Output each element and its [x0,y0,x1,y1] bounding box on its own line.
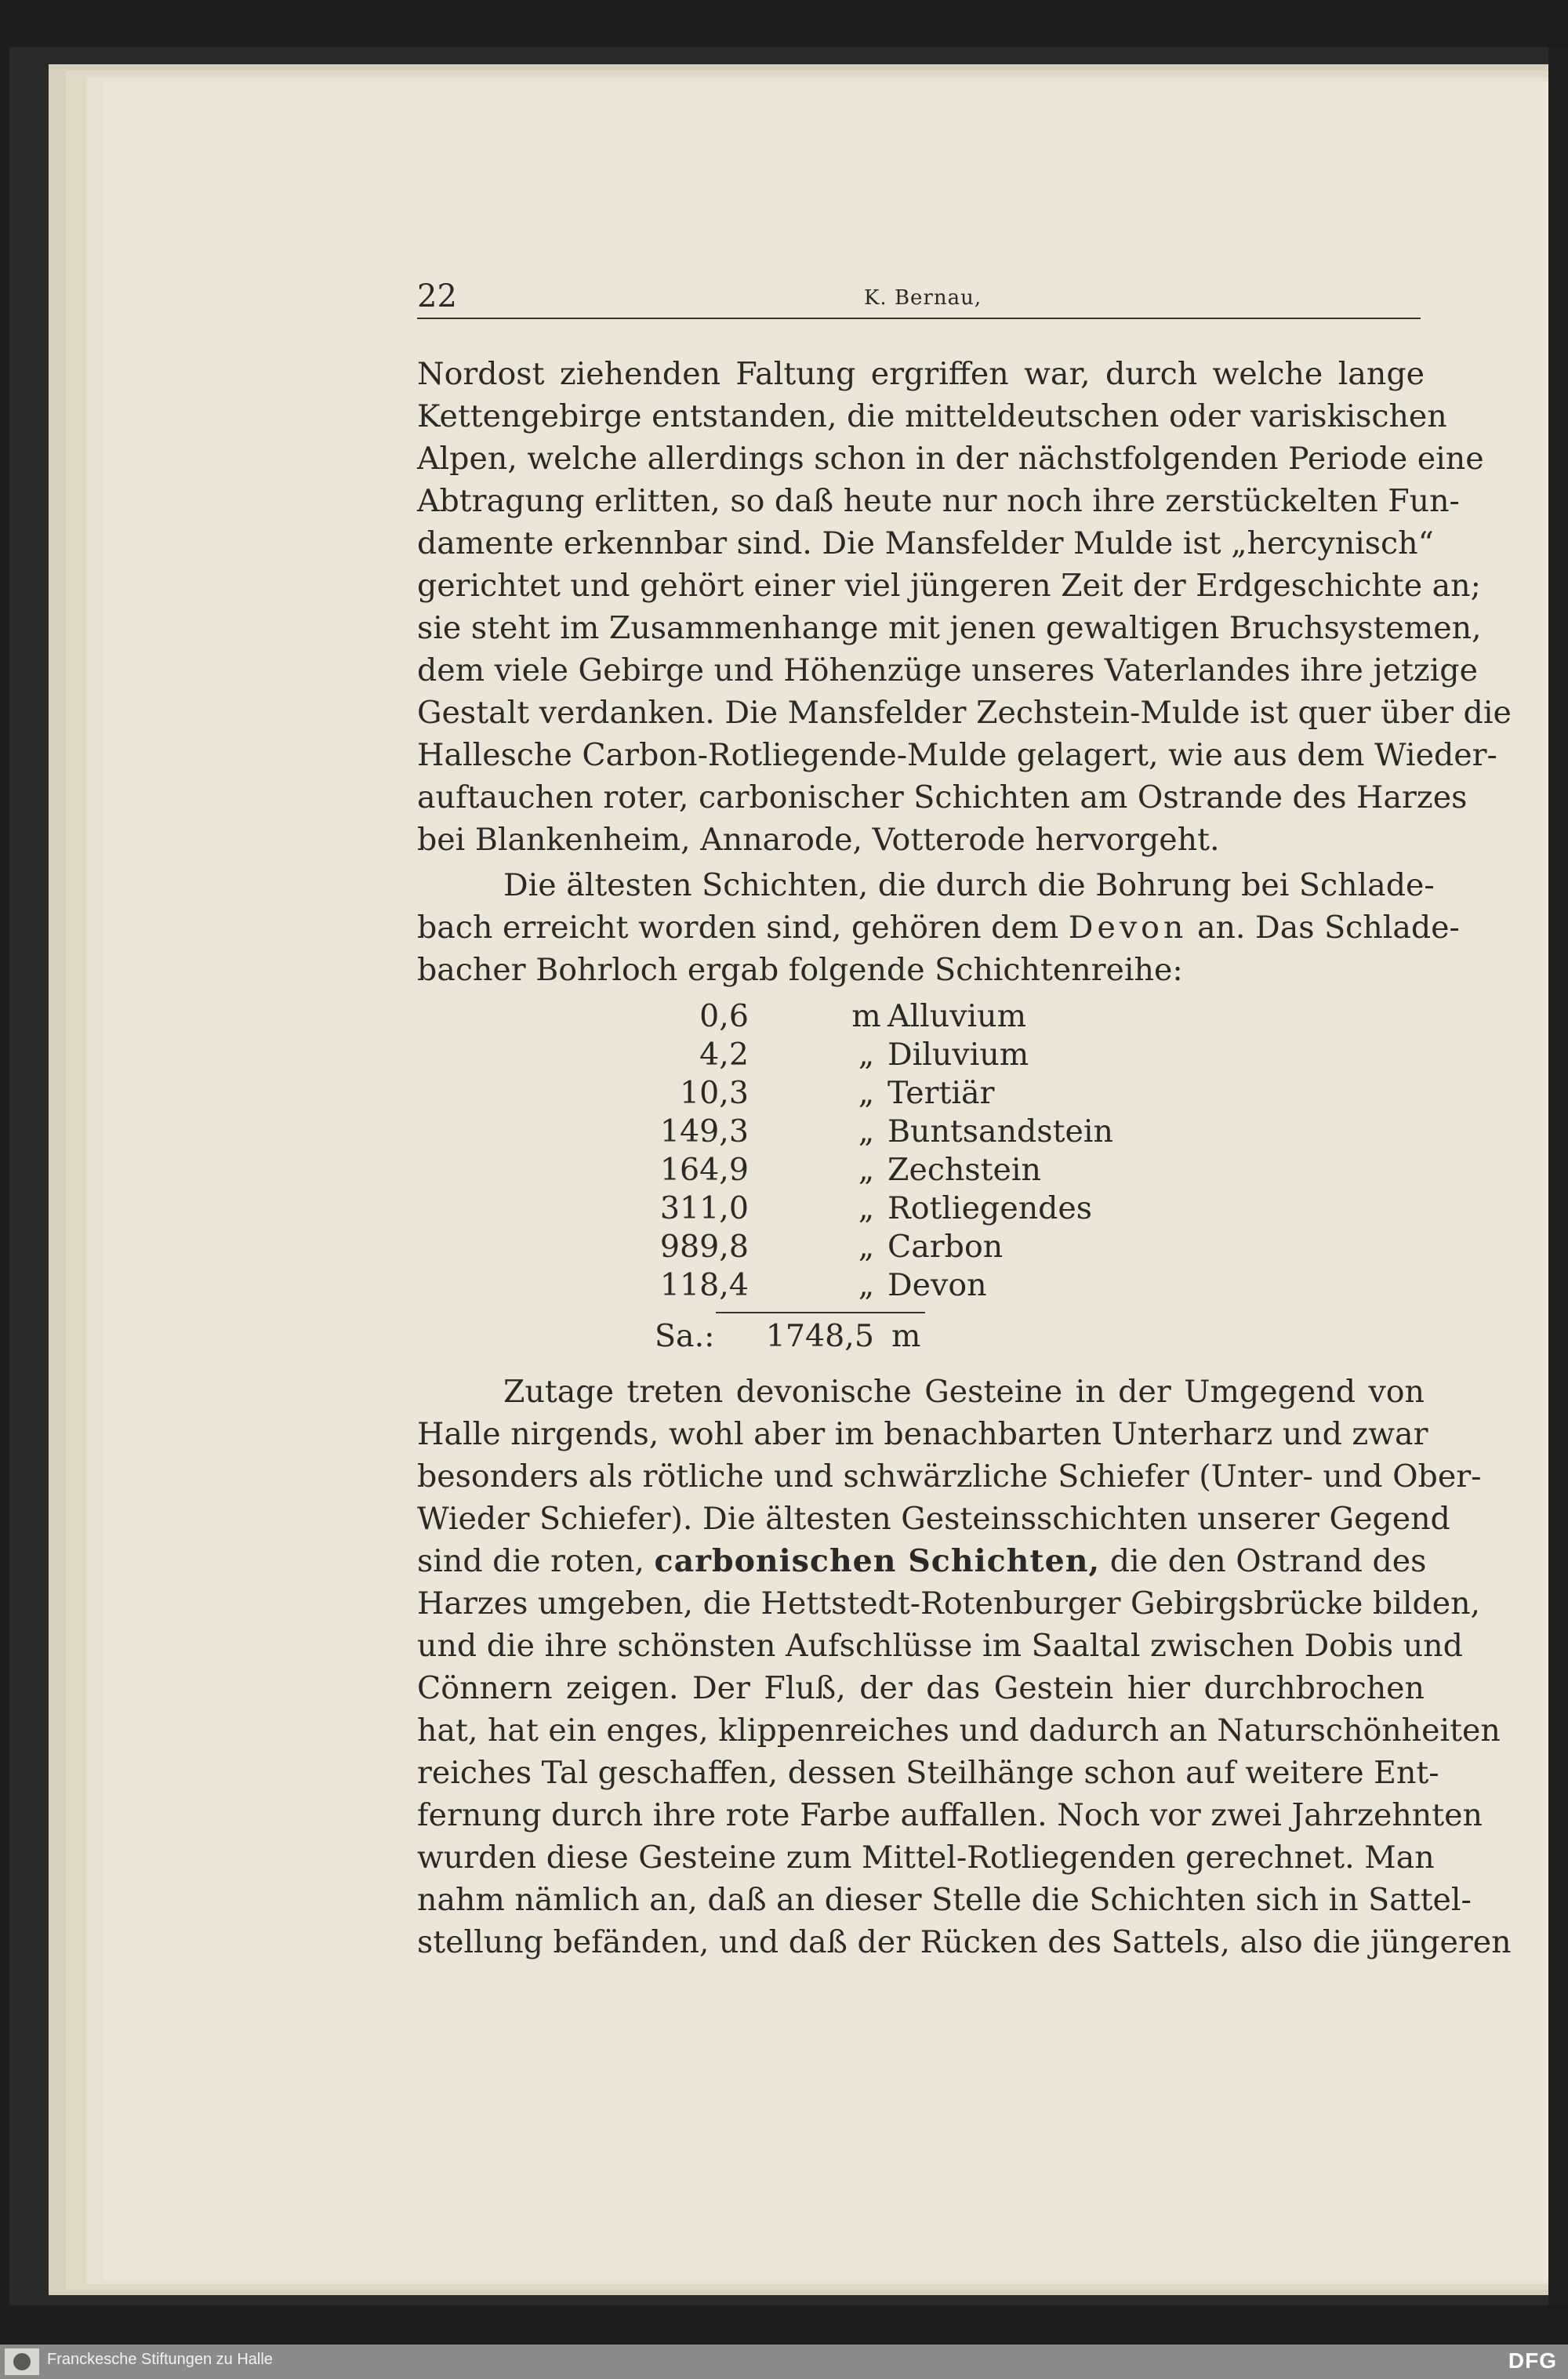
strata-depth: 4,2 [699,1037,749,1073]
strata-row [659,1151,1113,1190]
text-span: sind die roten, [417,1543,644,1579]
text-line: hat, hat ein enges, klippenreiches und dadurch an Naturschönheiten [417,1713,1501,1749]
text-span: bach erreicht worden sind, gehören dem [417,910,1059,946]
sum-label: Sa.: [655,1318,715,1354]
footer-bar [0,2344,1568,2379]
paragraph-1 [417,353,1512,861]
text-line: sie steht im Zusammenhange mit jenen gewaltigen Bruchsystemen, [417,610,1482,646]
text-span: die den Ostrand des [1109,1543,1427,1579]
text-line: und die ihre schönsten Aufschlüsse im Saaltal zwischen Dobis und [417,1628,1463,1664]
strata-unit: m [851,998,881,1034]
sum-rule [716,1312,925,1313]
text-line: nahm nämlich an, daß an dieser Stelle die Schichten sich in Sattel- [417,1882,1472,1918]
running-head: K. Bernau, [864,286,982,310]
text-line: dem viele Gebirge und Höhenzüge unseres Vaterlandes ihre jetzige [417,652,1478,688]
strata-unit: „ [858,1229,875,1265]
paragraph-3 [417,1371,1512,1963]
text-line: auftauchen roter, carbonischer Schichten am Ostrande des Harzes [417,779,1468,815]
strata-table [659,997,1113,1305]
text-line: Kettengebirge entstanden, die mitteldeutschen oder variskischen [417,398,1447,434]
text-line [417,1540,1425,1582]
text-line: Halle nirgends, wohl aber im benachbarten Unterharz und zwar [417,1416,1428,1452]
text-line: bei Blankenheim, Annarode, Votterode hervorgeht. [417,822,1220,858]
strata-unit: „ [858,1113,875,1150]
strata-depth: 149,3 [659,1113,749,1150]
text-line: Nordost ziehenden Faltung ergriffen war, durch welche lange [417,356,1425,392]
strata-name: Devon [887,1267,987,1303]
sum-value: 1748,5 [765,1318,874,1354]
brand-logo: DFG [1508,2348,1557,2373]
bold-term: carbonischen Schichten, [654,1543,1101,1579]
text-line [417,906,1460,949]
text-line: stellung befänden, und daß der Rücken des Sattels, also die jüngeren [417,1924,1512,1960]
book-spine [1548,47,1568,2305]
strata-depth: 164,9 [659,1152,749,1188]
strata-unit: „ [858,1075,875,1111]
paragraph-2 [417,864,1460,991]
strata-unit: „ [858,1037,875,1073]
strata-depth: 0,6 [699,998,749,1034]
strata-name: Zechstein [887,1152,1041,1188]
strata-name: Rotliegendes [887,1190,1093,1226]
text-line: Gestalt verdanken. Die Mansfelder Zechstein-Mulde ist quer über die [417,695,1512,731]
strata-row [690,997,1113,1036]
text-line: besonders als rötliche und schwärzliche Schiefer (Unter- und Ober- [417,1458,1482,1495]
sum-row [655,1316,920,1357]
text-line: Zutage treten devonische Gesteine in der Umgegend von [503,1374,1425,1410]
page-header [417,278,1421,319]
strata-unit: „ [858,1190,875,1226]
text-line: Abtragung erlitten, so daß heute nur noch ihre zerstückelten Fun- [417,483,1460,519]
text-line: bacher Bohrloch ergab folgende Schichtenreihe: [417,952,1183,988]
text-line: reiches Tal geschaffen, dessen Steilhänge schon auf weitere Ent- [417,1755,1439,1791]
institution-name: Franckesche Stiftungen zu Halle [47,2351,273,2368]
strata-row [659,1113,1113,1151]
strata-row [680,1074,1113,1113]
text-line: Cönnern zeigen. Der Fluß, der das Gestein hier durchbrochen [417,1670,1425,1706]
institution-logo-icon [5,2348,39,2375]
text-line: Harzes umgeben, die Hettstedt-Rotenburger Gebirgsbrücke bilden, [417,1585,1481,1622]
text-line: Die ältesten Schichten, die durch die Bohrung bei Schlade- [503,867,1435,903]
strata-name: Alluvium [887,998,1027,1034]
page-number: 22 [417,278,457,314]
spaced-term-devon: Devon [1068,910,1188,946]
strata-row [659,1266,1113,1305]
strata-depth: 10,3 [680,1075,749,1111]
strata-depth: 989,8 [659,1229,749,1265]
strata-row [659,1190,1113,1228]
text-line: Alpen, welche allerdings schon in der nächstfolgenden Periode eine [417,441,1484,477]
text-span: an. Das Schlade- [1196,910,1460,946]
strata-name: Carbon [887,1229,1004,1265]
strata-depth: 118,4 [659,1267,749,1303]
text-line: Hallesche Carbon-Rotliegende-Mulde gelagert, wie aus dem Wieder- [417,737,1497,773]
strata-row [690,1036,1113,1074]
strata-name: Buntsandstein [887,1113,1113,1150]
text-line: fernung durch ihre rote Farbe auffallen. Noch vor zwei Jahrzehnten [417,1797,1483,1833]
strata-row [659,1228,1113,1266]
strata-depth: 311,0 [659,1190,749,1226]
strata-name: Diluvium [887,1037,1029,1073]
sum-unit: m [891,1318,921,1354]
strata-name: Tertiär [887,1075,995,1111]
text-line: wurden diese Gesteine zum Mittel-Rotliegenden gerechnet. Man [417,1840,1435,1876]
text-line: damente erkennbar sind. Die Mansfelder Mulde ist „hercynisch“ [417,525,1434,561]
text-line: Wieder Schiefer). Die ältesten Gesteinsschichten unserer Gegend [417,1501,1450,1537]
strata-unit: „ [858,1267,875,1303]
strata-unit: „ [858,1152,875,1188]
text-line: gerichtet und gehört einer viel jüngeren Zeit der Erdgeschichte an; [417,568,1481,604]
